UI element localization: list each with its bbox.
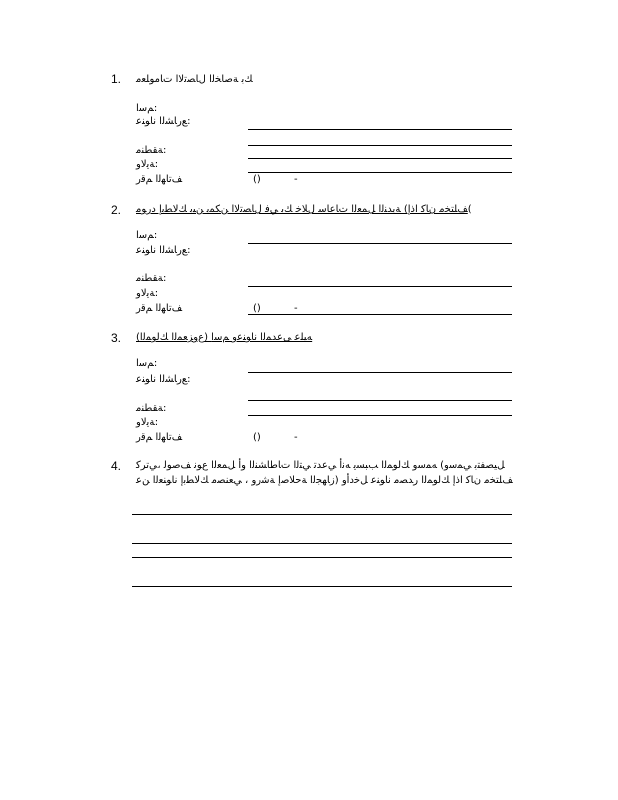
- name-field-line[interactable]: [248, 243, 512, 244]
- name-label: ﻢﺳا:: [136, 230, 158, 241]
- answer-line[interactable]: [132, 514, 512, 515]
- phone-dash: -: [294, 432, 298, 443]
- section-description-line-1: ﻞﻴﺼﻔﺘﺑ ﻲﻤﺳﻭ) ﻪﻤﺳﻭ ﻚﻟﻮﻤﻟا ﺐﺒﺴﻳ ﻪﻧأ ﻲﻋﺪﺗ ﻲﺘﻟا تﺎﻃﺎﺸﻨﻟا وأ ﻞﻤﻌﻟا عﻮﻧ ﻒﺻﻮﻟ ،ﻲﺗﺮﻛ: [136, 460, 505, 471]
- section-number: 3.: [111, 331, 122, 345]
- name-label: ﻢﺳا:: [136, 358, 158, 369]
- state-field-line[interactable]: [248, 158, 512, 159]
- section-heading: ﻚﺑ ﺔﺻﺎﺨﻟا لﺎﺼﺗﻻا تﺎﻣﻮﻠﻌﻣ: [136, 74, 253, 85]
- section-heading: (ﻉﻭﺰﻌﻤﻟا ﻚﻟﻮﻤﻟا) ﻪﻴﻠﻋ ﻰﻋﺪﻤﻟا ناﻮﻨﻋﻭ ﻢﺳا: [136, 332, 313, 343]
- phone-label: ﻒﺗﺎﻬﻟا ﻢﻗر: [136, 303, 183, 314]
- region-label: ﺔﻘﻄﻨﻣ:: [136, 403, 167, 414]
- section-heading-main: ﻒﻠﺘﺨﻣ ﻥﺎﻛ اذإ) ﺔﻳﺪﻨﻟا ﻞﻤﻌﻟا تﺎﻋﺎﺳ لﻼﺧ ﻚﺑ ﻲﻓ لﺎﺼﺗﻻا ﻦﻜﻤﻳ ﻦﻴﺑ ﻚﻟﺎﻄﺑإ ﺩﺭﻮﻣ: [136, 204, 468, 215]
- section-number: 2.: [111, 203, 122, 217]
- region-field-line[interactable]: [248, 400, 512, 401]
- phone-label: ﻒﺗﺎﻬﻟا ﻢﻗر: [136, 432, 183, 443]
- region-field-line[interactable]: [248, 145, 512, 146]
- phone-area-code-parens: (): [253, 174, 261, 185]
- phone-label: ﻒﺗﺎﻬﻟا ﻢﻗر: [136, 174, 183, 185]
- region-label: ﺔﻘﻄﻨﻣ:: [136, 273, 167, 284]
- address-label: ﻊﺭﺎﺸﻟا ناﻮﻨﻋ:: [136, 116, 191, 127]
- answer-line[interactable]: [132, 543, 512, 544]
- phone-field-line[interactable]: [248, 314, 512, 315]
- address-field-line[interactable]: [248, 372, 512, 373]
- state-label: ﺔﻳﻻﻭ:: [136, 288, 159, 299]
- section-description-line-2: ﻒﻠﺘﺨﻣ ﻥﺎﻛ اذإ ﻚﻟﻮﻤﻟا ﺭﺪﺼﻣ ناﻮﻨﻋ ﻞﺧﺩأﻭ (ﺯﺎﻬﺠﻟا ﺔﺣﻼﺻإ ﺔﺷﺭﻭ ، ﻲﻌﻨﺼﻣ ﻚﻟﺎﻄﺑإ ناﻮﻨﻌﻟا ﻦﻋ: [136, 475, 513, 486]
- phone-field-line[interactable]: [248, 172, 512, 173]
- section-heading-paren: (: [467, 204, 472, 215]
- name-label: ﻢﺳا:: [136, 103, 158, 114]
- phone-dash: -: [294, 174, 298, 185]
- section-heading: [136, 204, 472, 215]
- answer-line[interactable]: [132, 586, 512, 587]
- region-field-line[interactable]: [248, 286, 512, 287]
- state-label: ﺔﻳﻻﻭ:: [136, 159, 159, 170]
- region-label: ﺔﻘﻄﻨﻣ:: [136, 145, 167, 156]
- address-label: ﻊﺭﺎﺸﻟا ناﻮﻨﻋ:: [136, 245, 191, 256]
- phone-area-code-parens: (): [253, 432, 261, 443]
- section-number: 4.: [111, 459, 122, 473]
- address-field-line[interactable]: [248, 129, 512, 130]
- section-number: 1.: [111, 72, 122, 86]
- state-field-line[interactable]: [248, 415, 512, 416]
- state-label: ﺔﻳﻻﻭ:: [136, 417, 159, 428]
- phone-dash: -: [294, 303, 298, 314]
- address-label: ﻊﺭﺎﺸﻟا ناﻮﻨﻋ:: [136, 374, 191, 385]
- phone-area-code-parens: (): [253, 303, 261, 314]
- answer-line[interactable]: [132, 557, 512, 558]
